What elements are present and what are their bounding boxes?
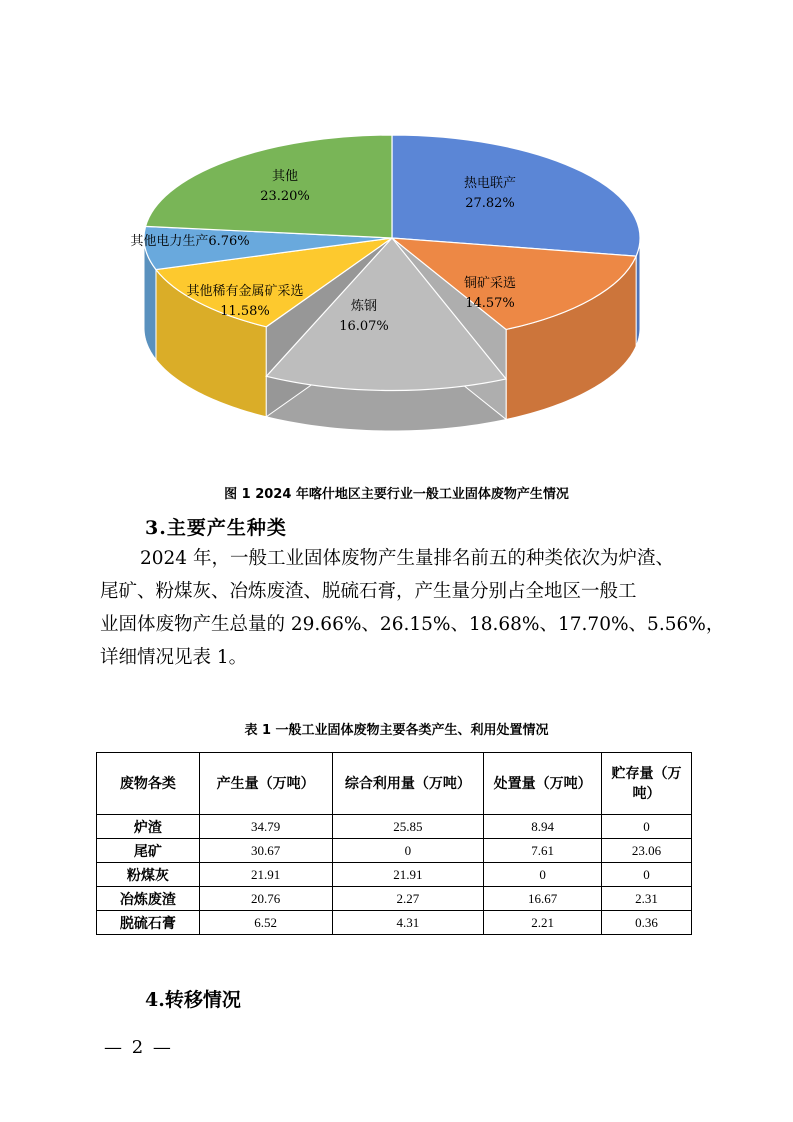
table-row [97,839,692,863]
table-cell: 30.67 [199,839,332,863]
pie-value-其他: 23.20% [260,189,310,204]
table-header-cell: 处置量（万吨） [484,753,602,815]
table-cell: 7.61 [484,839,602,863]
table-cell: 0.36 [602,911,692,935]
table-cell: 2.31 [602,887,692,911]
table-cell: 21.91 [332,863,484,887]
table-header-row [97,753,692,815]
pie-chart [120,125,660,460]
pie-value-铜矿采选: 14.57% [465,296,515,311]
paragraph-line: 尾矿、粉煤灰、冶炼废渣、脱硫石膏，产生量分别占全地区一般工 [100,581,637,602]
pie-slice-其他 [146,135,392,238]
table-row-label: 粉煤灰 [97,863,200,887]
paragraph-line: 详细情况见表 1。 [100,647,248,668]
pie-slice-热电联产 [392,135,640,256]
table-header-cell: 产生量（万吨） [199,753,332,815]
table-row-label: 冶炼废渣 [97,887,200,911]
table-row [97,863,692,887]
table-cell: 0 [332,839,484,863]
paragraph-line: 业固体废物产生总量的 29.66%、26.15%、18.68%、17.70%、5.56%， [100,614,725,635]
section-heading-transfer: 4.转移情况 [145,989,241,1011]
table-cell: 8.94 [484,815,602,839]
table-cell: 34.79 [199,815,332,839]
pie-value-炼钢: 16.07% [339,319,389,334]
table-row [97,887,692,911]
table-cell: 2.21 [484,911,602,935]
pie-label-炼钢: 炼钢 [350,299,378,314]
table-header-cell: 废物各类 [97,753,200,815]
pie-label-铜矿采选: 铜矿采选 [463,276,517,291]
pie-label-其他电力生产: 其他电力生产6.76% [130,234,250,249]
table-cell: 0 [602,815,692,839]
pie-value-热电联产: 27.82% [465,196,515,211]
waste-table [96,752,692,935]
table-row-label: 尾矿 [97,839,200,863]
table-cell: 25.85 [332,815,484,839]
table-caption: 表 1 一般工业固体废物主要各类产生、利用处置情况 [244,723,549,738]
pie-label-其他: 其他 [271,169,299,184]
table-cell: 23.06 [602,839,692,863]
table-row [97,815,692,839]
figure-caption: 图 1 2024 年喀什地区主要行业一般工业固体废物产生情况 [224,487,569,502]
section-heading-main-types: 3.主要产生种类 [145,517,287,539]
paragraph-main-types [100,542,725,674]
table-cell: 2.27 [332,887,484,911]
table-header-cell: 贮存量（万吨） [602,753,692,815]
table-header-cell: 综合利用量（万吨） [332,753,484,815]
pie-label-热电联产: 热电联产 [463,176,517,191]
pie-label-其他稀有金属矿采选: 其他稀有金属矿采选 [186,284,304,299]
pie-value-其他稀有金属矿采选: 11.58% [220,304,270,319]
table-row [97,911,692,935]
table-cell: 20.76 [199,887,332,911]
table-cell: 6.52 [199,911,332,935]
table-cell: 16.67 [484,887,602,911]
table-row-label: 脱硫石膏 [97,911,200,935]
table-cell: 21.91 [199,863,332,887]
paragraph-line: 2024 年，一般工业固体废物产生量排名前五的种类依次为炉渣、 [140,548,674,569]
table-row-label: 炉渣 [97,815,200,839]
table-cell: 0 [484,863,602,887]
table-cell: 0 [602,863,692,887]
table-cell: 4.31 [332,911,484,935]
page-number: — 2 — [104,1037,173,1058]
